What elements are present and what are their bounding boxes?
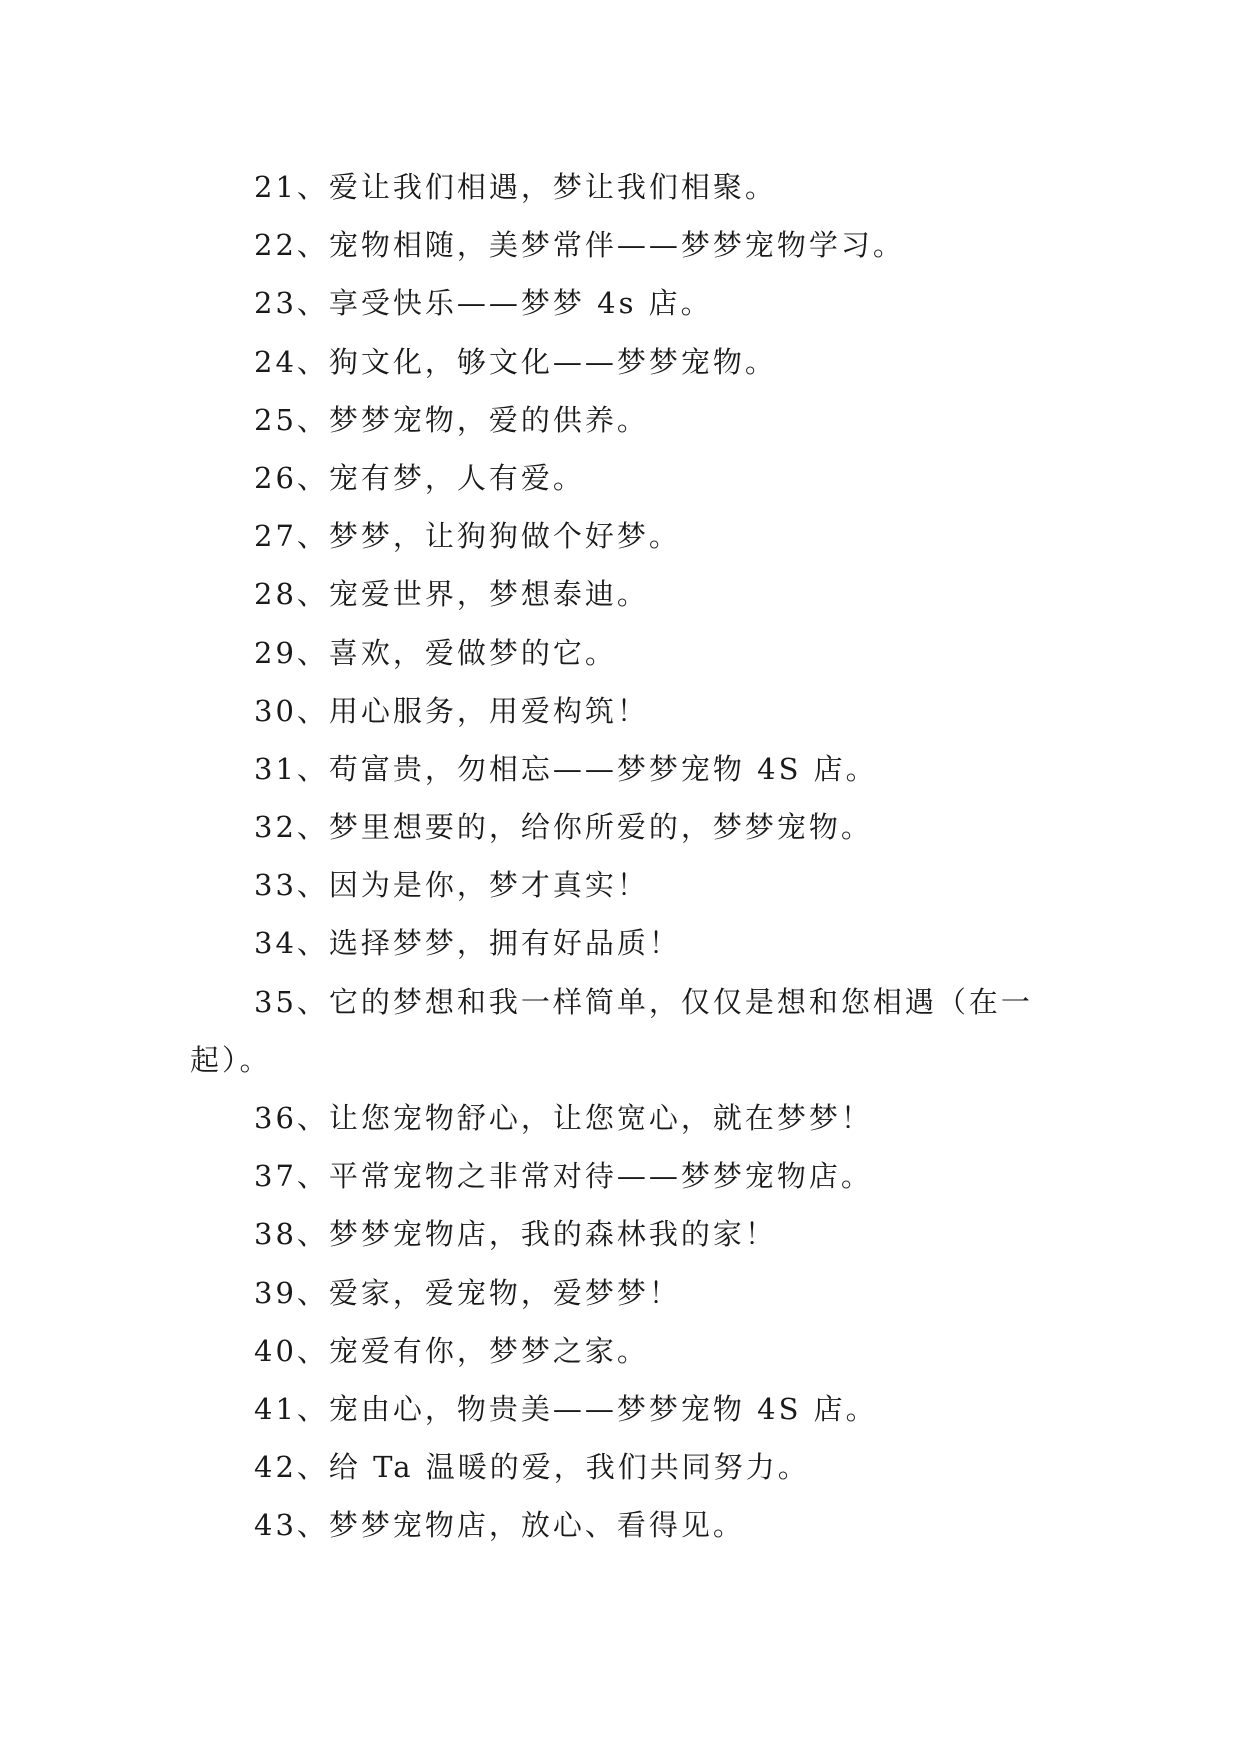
text-line: 25、梦梦宠物，爱的供养。 xyxy=(254,402,649,437)
document-body xyxy=(190,158,1050,1555)
text-line: 37、平常宠物之非常对待——梦梦宠物店。 xyxy=(254,1159,873,1194)
text-line: 39、爱家，爱宠物，爱梦梦！ xyxy=(254,1275,681,1310)
text-line: 26、宠有梦，人有爱。 xyxy=(254,460,585,495)
text-line: 30、用心服务，用爱构筑！ xyxy=(254,693,649,728)
text-line-continuation: 起）。 xyxy=(190,1042,272,1077)
text-line: 29、喜欢，爱做梦的它。 xyxy=(254,635,617,670)
text-line: 21、爱让我们相遇，梦让我们相聚。 xyxy=(254,170,777,204)
text-line: 33、因为是你，梦才真实！ xyxy=(254,868,649,903)
text-line: 22、宠物相随，美梦常伴——梦梦宠物学习。 xyxy=(254,228,905,263)
text-line: 36、让您宠物舒心，让您宽心，就在梦梦！ xyxy=(254,1101,873,1135)
text-line: 35、它的梦想和我一样简单，仅仅是想和您相遇（在一 xyxy=(254,984,1033,1019)
text-line: 23、享受快乐——梦梦 4s 店。 xyxy=(254,286,713,321)
text-line: 42、给 Ta 温暖的爱，我们共同努力。 xyxy=(254,1450,810,1485)
text-line: 32、梦里想要的，给你所爱的，梦梦宠物。 xyxy=(254,810,873,845)
text-line: 31、苟富贵，勿相忘——梦梦宠物 4S 店。 xyxy=(254,751,878,786)
text-line: 41、宠由心，物贵美——梦梦宠物 4S 店。 xyxy=(254,1391,878,1426)
text-line: 24、狗文化，够文化——梦梦宠物。 xyxy=(254,344,777,379)
text-line: 34、选择梦梦，拥有好品质！ xyxy=(254,926,681,961)
text-line: 40、宠爱有你，梦梦之家。 xyxy=(254,1333,649,1368)
text-line: 28、宠爱世界，梦想泰迪。 xyxy=(254,577,649,612)
text-line: 27、梦梦，让狗狗做个好梦。 xyxy=(254,519,681,554)
text-line: 43、梦梦宠物店，放心、看得见。 xyxy=(254,1508,745,1543)
text-line: 38、梦梦宠物店，我的森林我的家！ xyxy=(254,1217,777,1252)
